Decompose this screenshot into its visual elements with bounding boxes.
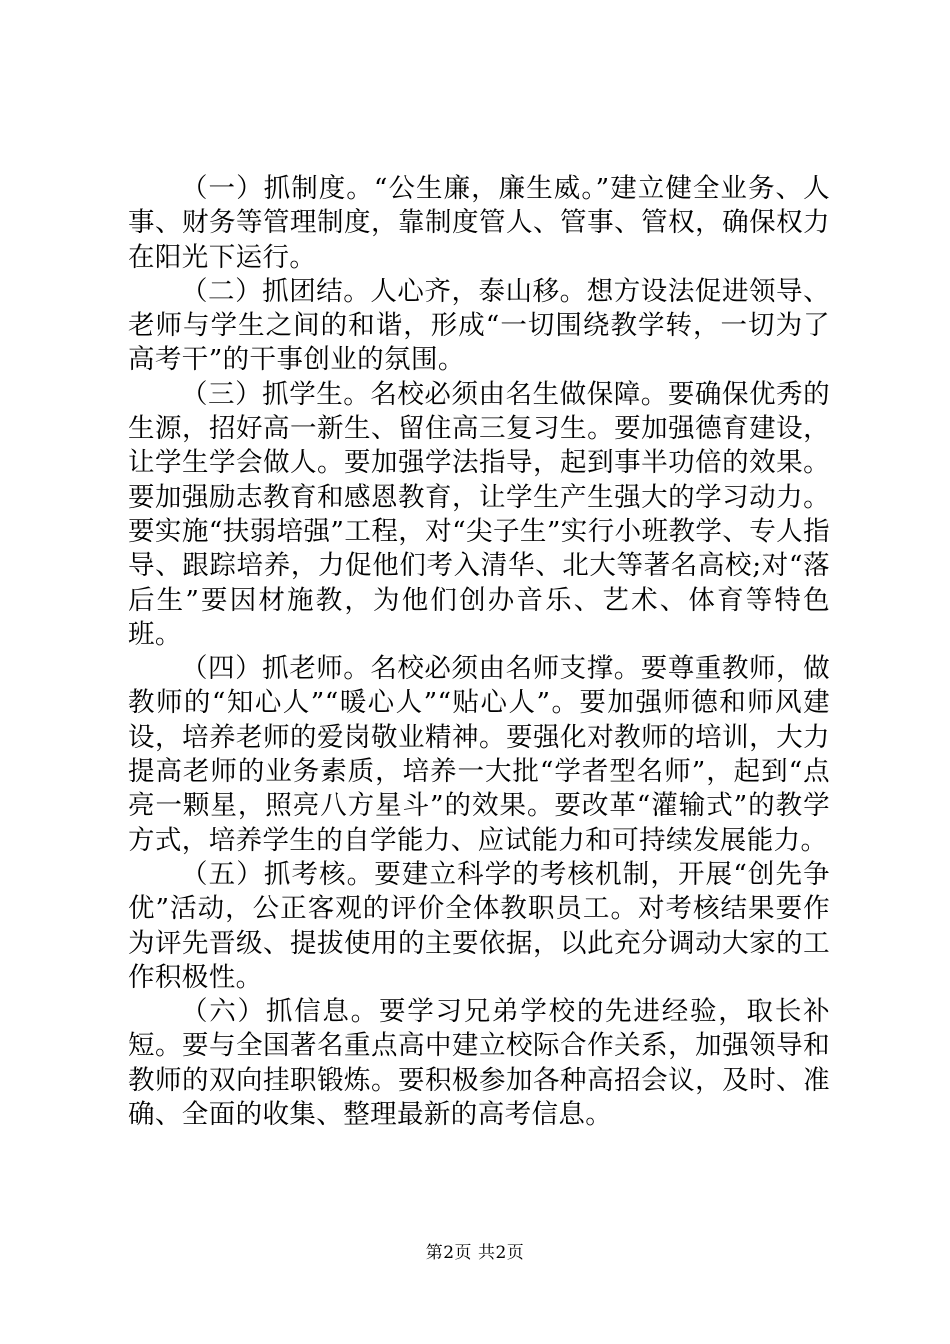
- paragraph-teachers: （四）抓老师。名校必须由名师支撑。要尊重教师，做教师的“知心人”“暖心人”“贴心人”。要加强师德和师风建设，培养老师的爱岗敬业精神。要强化对教师的培训，大力提高老师的业务素质，培养一大批“学者型名师”，起到“点亮一颗星，照亮八方星斗”的效果。要改革“灌输式”的教学方式，培养学生的自学能力、应试能力和可持续发展能力。: [128, 653, 830, 856]
- paragraph-institution: （一）抓制度。“公生廉，廉生威。”建立健全业务、人事、财务等管理制度，靠制度管人、管事、管权，确保权力在阳光下运行。: [128, 173, 830, 273]
- document-body: [128, 172, 830, 1132]
- paragraph-assessment: （五）抓考核。要建立科学的考核机制，开展“创先争优”活动，公正客观的评价全体教职员工。对考核结果要作为评先晋级、提拔使用的主要依据，以此充分调动大家的工作积极性。: [128, 858, 830, 993]
- paragraph-information: （六）抓信息。要学习兄弟学校的先进经验，取长补短。要与全国著名重点高中建立校际合作关系，加强领导和教师的双向挂职锻炼。要积极参加各种高招会议，及时、准确、全面的收集、整理最新的高考信息。: [128, 996, 830, 1131]
- page-number: 第2页 共2页: [425, 1243, 525, 1263]
- paragraph-unity: （二）抓团结。人心齐，泰山移。想方设法促进领导、老师与学生之间的和谐，形成“一切围绕教学转，一切为了高考干”的干事创业的氛围。: [128, 275, 830, 376]
- paragraph-students: （三）抓学生。名校必须由名生做保障。要确保优秀的生源，招好高一新生、留住高三复习生。要加强德育建设，让学生学会做人。要加强学法指导，起到事半功倍的效果。要加强励志教育和感恩教育，让学生产生强大的学习动力。要实施“扶弱培强”工程，对“尖子生”实行小班教学、专人指导、跟踪培养，力促他们考入清华、北大等著名高校;对“落后生”要因材施教，为他们创办音乐、艺术、体育等特色班。: [128, 378, 830, 650]
